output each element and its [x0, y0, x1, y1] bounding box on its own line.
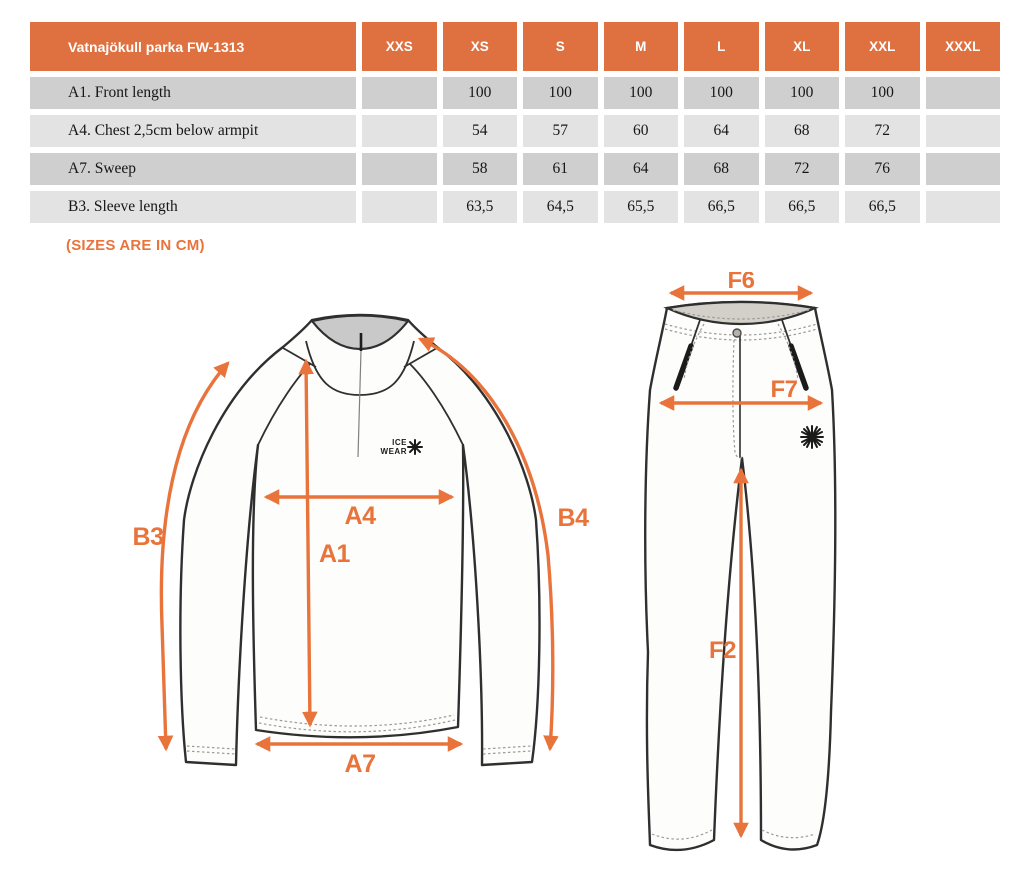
row-label: A1. Front length — [30, 77, 356, 109]
cell: 64 — [604, 153, 679, 185]
cell: 63,5 — [443, 191, 518, 223]
cell — [362, 153, 437, 185]
cell: 61 — [523, 153, 598, 185]
row-label: A4. Chest 2,5cm below armpit — [30, 115, 356, 147]
measure-label-b3: B3 — [132, 523, 164, 551]
measure-label-b4: B4 — [557, 504, 589, 532]
cell — [926, 153, 1001, 185]
cell — [926, 115, 1001, 147]
cell: 54 — [443, 115, 518, 147]
cell: 100 — [443, 77, 518, 109]
units-note: (SIZES ARE IN CM) — [66, 237, 205, 254]
cell: 100 — [523, 77, 598, 109]
cell — [362, 77, 437, 109]
cell: 68 — [684, 153, 759, 185]
cell: 64,5 — [523, 191, 598, 223]
jacket-diagram — [120, 275, 620, 810]
waist-button — [733, 329, 741, 337]
cell: 66,5 — [765, 191, 840, 223]
measure-label-a7: A7 — [344, 750, 376, 778]
table-row-sleeve-length — [30, 191, 1000, 223]
measure-label-f6: F6 — [727, 272, 755, 294]
row-label: B3. Sleeve length — [30, 191, 356, 223]
cell: 60 — [604, 115, 679, 147]
measure-label-f2: F2 — [708, 637, 736, 664]
cell: 66,5 — [684, 191, 759, 223]
cell — [926, 77, 1001, 109]
brand-logo-text: ICE — [392, 438, 407, 447]
cell: 65,5 — [604, 191, 679, 223]
cell: 76 — [845, 153, 920, 185]
size-table — [24, 16, 1006, 229]
table-row-sweep — [30, 153, 1000, 185]
cell: 100 — [765, 77, 840, 109]
cell: 72 — [765, 153, 840, 185]
cell: 57 — [523, 115, 598, 147]
snowflake-icon — [801, 426, 823, 448]
column-header-xl: XL — [765, 22, 840, 71]
brand-logo-text: WEAR — [380, 447, 407, 456]
measure-label-a1: A1 — [319, 540, 350, 568]
cell: 100 — [604, 77, 679, 109]
pants-diagram — [630, 272, 900, 872]
column-header-l: L — [684, 22, 759, 71]
column-header-xs: XS — [443, 22, 518, 71]
measure-label-f7: F7 — [770, 376, 798, 403]
cell: 58 — [443, 153, 518, 185]
cell: 100 — [684, 77, 759, 109]
cell: 100 — [845, 77, 920, 109]
cell — [362, 191, 437, 223]
column-header-xxxl: XXXL — [926, 22, 1001, 71]
column-header-xxs: XXS — [362, 22, 437, 71]
cell: 72 — [845, 115, 920, 147]
table-title: Vatnajökull parka FW-1313 — [30, 22, 356, 71]
column-header-m: M — [604, 22, 679, 71]
measure-label-a4: A4 — [344, 502, 376, 530]
cell: 68 — [765, 115, 840, 147]
snowflake-icon — [408, 440, 422, 454]
cell — [926, 191, 1001, 223]
cell — [362, 115, 437, 147]
row-label: A7. Sweep — [30, 153, 356, 185]
column-header-xxl: XXL — [845, 22, 920, 71]
cell: 66,5 — [845, 191, 920, 223]
table-row-front-length — [30, 77, 1000, 109]
cell: 64 — [684, 115, 759, 147]
table-header-row — [30, 22, 1000, 71]
column-header-s: S — [523, 22, 598, 71]
table-row-chest — [30, 115, 1000, 147]
